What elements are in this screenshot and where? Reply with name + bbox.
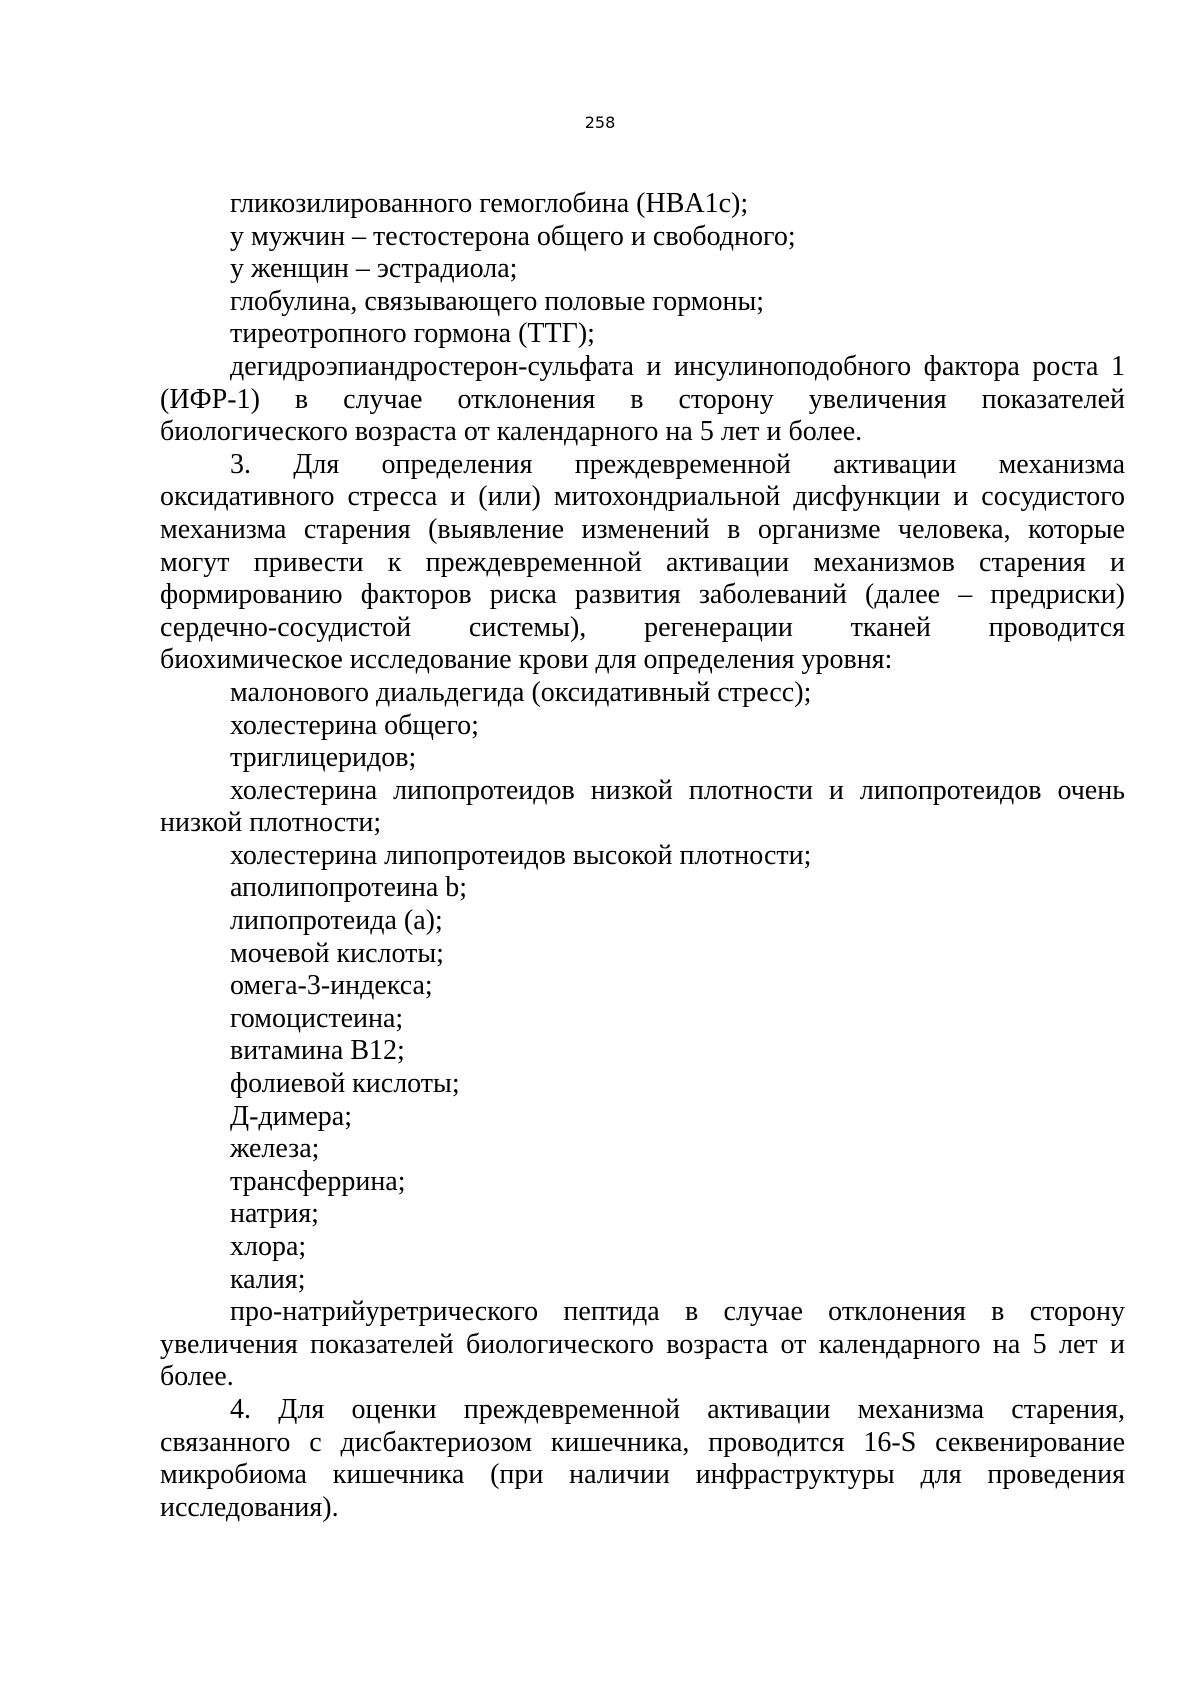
text-line: хлора; bbox=[230, 1231, 307, 1262]
text-line: натрия; bbox=[230, 1198, 319, 1230]
text-line: омега-3-индекса; bbox=[230, 970, 433, 1002]
text-line: мочевой кислоты; bbox=[230, 937, 444, 969]
text-line: у мужчин – тестостерона общего и свободного; bbox=[230, 220, 796, 252]
text-line: трансферрина; bbox=[230, 1165, 406, 1197]
text-line: биохимическое исследование крови для определения уровня: bbox=[160, 644, 893, 676]
text-line: тиреотропного гормона (ТТГ); bbox=[230, 318, 595, 350]
text-line: низкой плотности; bbox=[160, 807, 382, 839]
text-line: железа; bbox=[230, 1133, 320, 1165]
document-body bbox=[160, 188, 1125, 1524]
text-line: липопротеида (а); bbox=[230, 905, 443, 937]
text-line: аполипопротеина b; bbox=[230, 872, 468, 904]
text-line: микробиома кишечника (при наличии инфраструктуры для проведения bbox=[160, 1459, 1125, 1491]
text-line: связанного с дисбактериозом кишечника, проводится 16-S секвенирование bbox=[160, 1426, 1125, 1458]
text-line: у женщин – эстрадиола; bbox=[230, 253, 518, 285]
text-line: более. bbox=[160, 1361, 234, 1393]
text-line: исследования). bbox=[160, 1491, 339, 1523]
text-line: холестерина липопротеидов низкой плотности и липопротеидов очень bbox=[230, 774, 1125, 806]
text-line: дегидроэпиандростерон-сульфата и инсулиноподобного фактора роста 1 bbox=[230, 350, 1125, 382]
text-line: гомоцистеина; bbox=[230, 1002, 404, 1034]
text-line: про-натрийуретрического пептида в случае отклонения в сторону bbox=[230, 1296, 1125, 1328]
text-line: могут привести к преждевременной активации механизмов старения и bbox=[160, 546, 1125, 578]
text-line: (ИФР-1) в случае отклонения в сторону увеличения показателей bbox=[160, 383, 1125, 415]
text-line: сердечно-сосудистой системы), регенерации тканей проводится bbox=[160, 611, 1125, 643]
text-line: триглицеридов; bbox=[230, 742, 417, 774]
text-line: малонового диальдегида (оксидативный стресс); bbox=[230, 676, 812, 708]
text-line: калия; bbox=[230, 1263, 306, 1295]
text-line: увеличения показателей биологического возраста от календарного на 5 лет и bbox=[160, 1328, 1125, 1360]
text-line: 3. Для определения преждевременной активации механизма bbox=[230, 448, 1125, 480]
text-line: холестерина общего; bbox=[230, 709, 479, 741]
text-line: 4. Для оценки преждевременной активации механизма старения, bbox=[230, 1393, 1125, 1425]
text-line: фолиевой кислоты; bbox=[230, 1068, 460, 1100]
text-line: холестерина липопротеидов высокой плотности; bbox=[230, 839, 812, 871]
text-line: гликозилированного гемоглобина (HBA1c); bbox=[230, 188, 749, 219]
text-line: глобулина, связывающего половые гормоны; bbox=[230, 285, 765, 317]
page-number: 258 bbox=[584, 113, 616, 132]
text-line: витамина В12; bbox=[230, 1035, 405, 1067]
text-line: оксидативного стресса и (или) митохондриальной дисфункции и сосудистого bbox=[160, 481, 1125, 513]
text-line: механизма старения (выявление изменений в организме человека, которые bbox=[160, 513, 1125, 545]
text-line: формированию факторов риска развития заболеваний (далее – предриски) bbox=[160, 579, 1125, 611]
text-line: Д-димера; bbox=[230, 1100, 353, 1132]
text-line: биологического возраста от календарного на 5 лет и более. bbox=[160, 416, 863, 448]
